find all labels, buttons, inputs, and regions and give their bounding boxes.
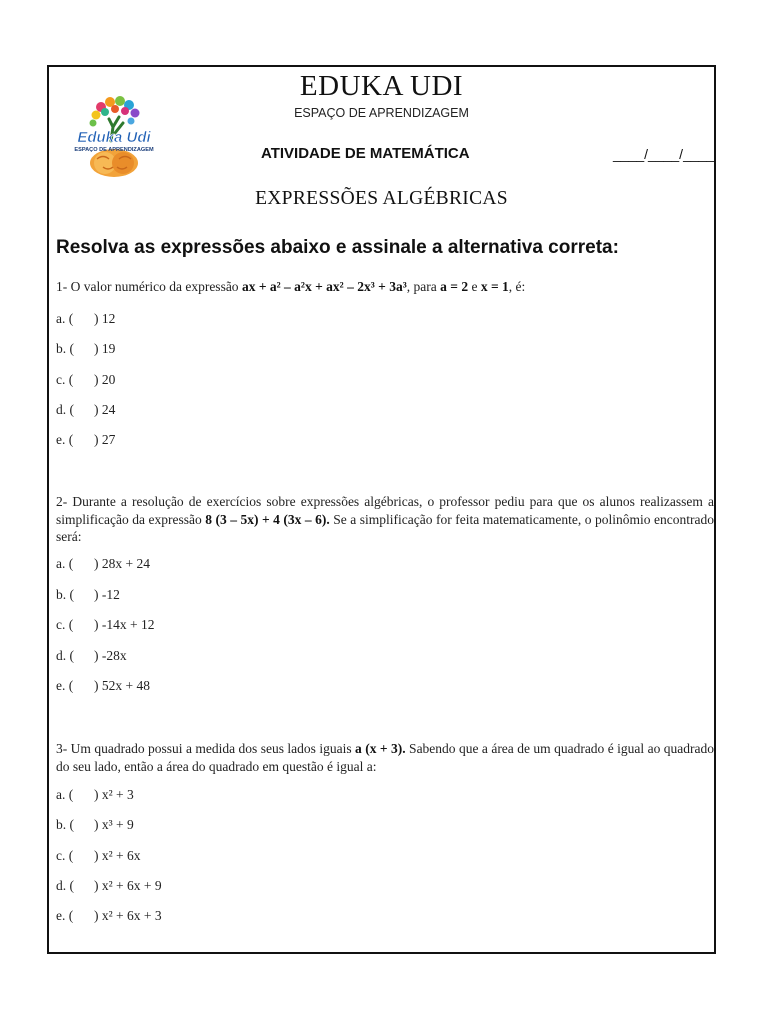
question-2-option-a[interactable] (56, 556, 150, 572)
option-checkbox[interactable]: c. ( (56, 847, 74, 863)
option-text: ) x² + 3 (94, 787, 134, 802)
option-text: ) 27 (94, 432, 116, 448)
question-3-option-e[interactable] (56, 908, 162, 924)
option-text: ) -12 (94, 586, 120, 602)
option-text: ) 24 (94, 401, 116, 417)
question-2-segment: Se a simplificação for feita matematicamente, o polinômio encontrado será: (56, 511, 714, 544)
question-3-segment: a (x + 3). (355, 741, 406, 756)
question-3-text (56, 740, 714, 775)
date-field[interactable]: ____/____/____ (613, 146, 715, 162)
question-1-option-a[interactable] (56, 311, 115, 327)
question-1-option-d[interactable] (56, 402, 115, 418)
option-checkbox[interactable]: d. ( (56, 401, 74, 417)
option-text: ) 19 (94, 341, 116, 357)
option-text: ) x² + 6x + 3 (94, 908, 162, 924)
question-3-segment: 3- Um quadrado possui a medida dos seus lados iguais (56, 741, 356, 756)
question-1-text (56, 278, 714, 296)
option-text: ) -14x + 12 (94, 617, 155, 633)
option-checkbox[interactable]: e. ( (56, 908, 74, 924)
activity-title: ATIVIDADE DE MATEMÁTICA (261, 145, 470, 162)
option-text: ) x² + 6x (94, 847, 141, 863)
question-1-option-e[interactable] (56, 432, 115, 448)
option-checkbox[interactable]: d. ( (56, 647, 74, 663)
option-text: ) 52x + 48 (94, 678, 150, 694)
question-2-option-d[interactable] (56, 648, 127, 664)
question-2-segment: 8 (3 – 5x) + 4 (3x – 6). (205, 511, 330, 527)
question-3-option-b[interactable] (56, 817, 134, 833)
logo-subtitle-text: ESPAÇO DE APRENDIZAGEM (74, 147, 154, 153)
question-1-segment: a = 2 (440, 279, 469, 294)
question-1-segment: 1- O valor numérico da expressão (56, 279, 242, 294)
option-text: ) 20 (94, 371, 116, 387)
question-3-option-c[interactable] (56, 848, 141, 864)
option-text: ) -28x (94, 647, 127, 663)
question-1-segment: e (468, 279, 481, 294)
instruction-text: Resolva as expressões abaixo e assinale a alternativa correta: (56, 237, 619, 258)
logo-brand-text: Eduka Udi (77, 129, 151, 146)
option-text: ) x² + 6x + 9 (94, 877, 162, 893)
question-2-text (56, 493, 714, 546)
option-checkbox[interactable]: e. ( (56, 678, 74, 694)
question-1-segment: x = 1 (480, 279, 509, 294)
option-checkbox[interactable]: c. ( (56, 617, 74, 633)
question-1-option-c[interactable] (56, 372, 115, 388)
option-checkbox[interactable]: a. ( (56, 311, 74, 326)
option-text: ) x³ + 9 (94, 817, 134, 833)
option-text: ) 28x + 24 (94, 556, 150, 571)
option-checkbox[interactable]: e. ( (56, 432, 74, 448)
question-3-option-a[interactable] (56, 787, 134, 803)
option-checkbox[interactable]: b. ( (56, 586, 74, 602)
question-1-option-b[interactable] (56, 341, 115, 357)
option-checkbox[interactable]: a. ( (56, 787, 74, 802)
question-1-segment: ax + a² – a²x + ax² – 2x³ + 3a³ (241, 279, 407, 294)
option-checkbox[interactable]: b. ( (56, 341, 74, 357)
question-2-option-e[interactable] (56, 678, 150, 694)
brand-title: EDUKA UDI (299, 70, 464, 102)
question-3-segment: Sabendo que a área de um quadrado é igual ao quadrado do seu lado, então a área do quadrado em questão é igual a: (56, 741, 714, 774)
subject-heading: EXPRESSÕES ALGÉBRICAS (255, 188, 508, 209)
worksheet-page (47, 65, 716, 954)
option-checkbox[interactable]: a. ( (56, 556, 74, 571)
option-checkbox[interactable]: b. ( (56, 817, 74, 833)
question-3-option-d[interactable] (56, 878, 162, 894)
brand-subtitle: ESPAÇO DE APRENDIZAGEM (294, 106, 469, 120)
question-1-segment: , para (406, 279, 441, 294)
option-checkbox[interactable]: d. ( (56, 877, 74, 893)
option-checkbox[interactable]: c. ( (56, 371, 74, 387)
question-1-segment: , é: (508, 279, 526, 294)
question-2-segment: 2- Durante a resolução de exercícios sobre expressões algébricas, o professor pediu para que os alunos realizassem a simplificação da expressão (56, 494, 714, 527)
question-2-option-b[interactable] (56, 587, 120, 603)
question-2-option-c[interactable] (56, 617, 154, 633)
option-text: ) 12 (94, 311, 116, 326)
